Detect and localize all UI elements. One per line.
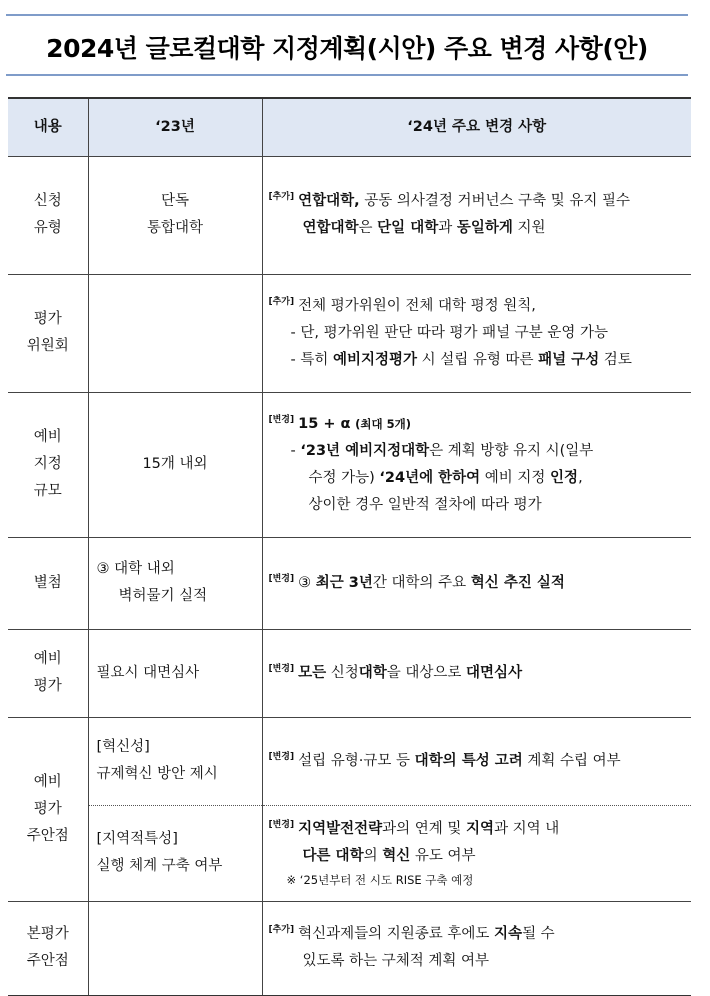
prev-value: 필요시 대면심사 [88,629,262,717]
change-detail: [변경] 설립 유형·규모 등 대학의 특성 고려 계획 수립 여부 [268,751,621,769]
row-label: 평가 위원회 [8,274,88,392]
change-detail: [변경] 15 + α (최대 5개) - ‘23년 예비지정대학은 계획 방향 유지 시(일부 수정 가능) ‘24년에 한하여 예비 지정 인정, 상이한 경우 일반적 절차에 따라 평가 [262,392,691,537]
row-label: 신청 유형 [8,156,88,274]
table-row [8,717,691,805]
change-tag: [추가] [268,925,295,936]
change-tag: [변경] [268,414,295,425]
header-2024-changes: ‘24년 주요 변경 사항 [262,98,691,156]
prev-value: 15개 내외 [88,392,262,537]
change-detail: [변경] ③ 최근 3년간 대학의 주요 혁신 추진 실적 [262,537,691,629]
header-2023: ‘23년 [88,98,262,156]
row-label: 예비 평가 주안점 [8,717,88,901]
table-header-row [8,98,691,156]
table-row [8,537,691,629]
row-label: 별첨 [8,537,88,629]
table-row [8,805,691,901]
table-row [8,392,691,537]
change-tag: [추가] [268,192,295,202]
row-label: 예비 지정 규모 [8,392,88,537]
table-row [8,156,691,274]
table-row [8,629,691,717]
page-title: 2024년 글로컬대학 지정계획(시안) 주요 변경 사항(안) [46,34,648,63]
table-row [8,901,691,996]
changes-table [8,97,691,996]
change-detail: [추가] 혁신과제들의 지원종료 후에도 지속될 수 있도록 하는 구체적 계획 여부 [262,901,691,996]
change-tag: [추가] [268,296,295,307]
change-tag: [변경] [268,663,295,674]
prev-value: [지역적특성] 실행 체계 구축 여부 [88,805,262,901]
change-detail: [변경] 지역발전전략과의 연계 및 지역과 지역 내 다른 대학의 혁신 유도 여부 ※ ‘25년부터 전 시도 RISE 구축 예정 [262,805,691,901]
change-tag: [변경] [268,573,295,584]
prev-value [88,901,262,996]
prev-value: ③ 대학 내외 벽허물기 실적 [88,537,262,629]
title-box [6,14,688,76]
prev-value: [혁신성] 규제혁신 방안 제시 [88,717,262,805]
row-label: 본평가 주안점 [8,901,88,996]
change-detail: [변경] 모든 신청대학을 대상으로 대면심사 [262,629,691,717]
prev-value: 단독 통합대학 [88,156,262,274]
note: ※ ‘25년부터 전 시도 RISE 구축 예정 [286,873,474,887]
table-row [8,274,691,392]
change-detail: [추가] 전체 평가위원이 전체 대학 평정 원칙, - 단, 평가위원 판단 따라 평가 패널 구분 운영 가능 - 특히 예비지정평가 시 설립 유형 따른 패널 구성 검토 [262,274,691,392]
change-tag: [변경] [268,751,295,762]
row-label: 예비 평가 [8,629,88,717]
prev-value [88,274,262,392]
header-content: 내용 [8,98,88,156]
change-detail: [추가] 연합대학, 공동 의사결정 거버넌스 구축 및 유지 필수 연합대학은 단일 대학과 동일하게 지원 [262,156,691,274]
change-tag: [변경] [268,820,295,830]
